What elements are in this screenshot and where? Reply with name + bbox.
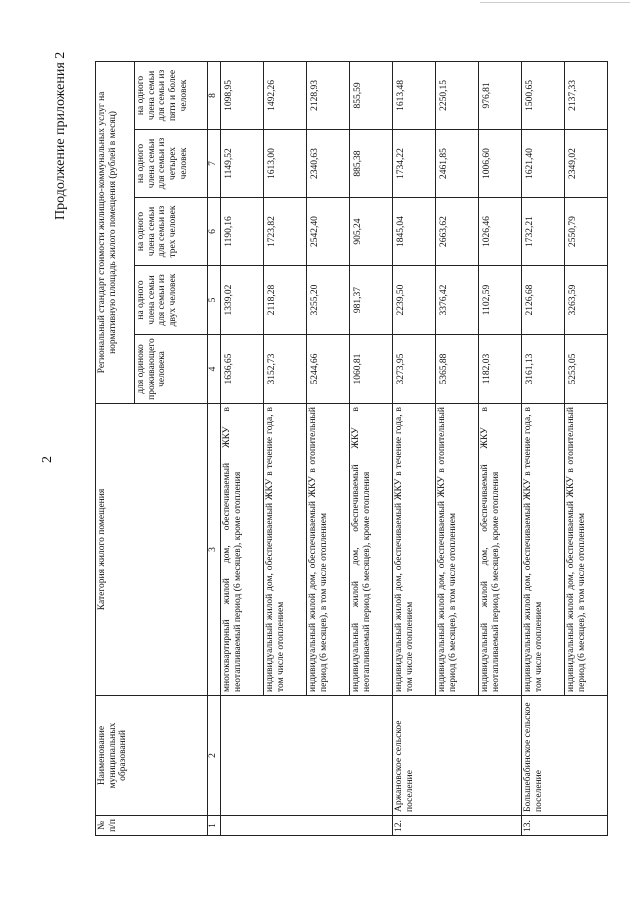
value-cell: 3376,42 [436,266,479,335]
value-cell: 2542,40 [307,198,350,266]
value-cell: 5365,88 [436,335,479,404]
value-cell: 3161,13 [522,335,565,404]
value-cell: 1026,46 [479,198,522,266]
category-cell: индивидуальный жилой дом, обеспечиваемый ЖКУ в отопительный период (6 месяцев), в том числе отоплением [565,404,608,696]
housing-standard-table [95,61,608,836]
value-cell: 1149,52 [221,130,264,198]
value-cell: 2349,02 [565,130,608,198]
value-cell: 1613,00 [264,130,307,198]
value-cell: 5244,66 [307,335,350,404]
index-cell: 8 [208,61,221,129]
value-cell: 2550,79 [565,198,608,266]
category-cell: индивидуальный жилой дом, обеспечиваемый ЖКУ в неотапливаемый период (6 месяцев), кроме отопления [479,404,522,696]
index-cell: 2 [208,696,221,816]
table-row [522,61,565,835]
value-cell: 1006,60 [479,130,522,198]
value-cell: 3273,95 [393,335,436,404]
municipality-name: Большебабинское сельское поселение [522,696,608,816]
value-cell: 5253,05 [565,335,608,404]
value-cell: 1182,03 [479,335,522,404]
value-cell: 3152,73 [264,335,307,404]
category-cell: индивидуальный жилой дом, обеспечиваемый ЖКУ в течение года, в том числе отоплением [522,404,565,696]
value-cell: 905,24 [350,198,393,266]
value-cell: 976,81 [479,61,522,129]
value-cell: 885,38 [350,130,393,198]
value-cell: 2118,28 [264,266,307,335]
index-cell: 5 [208,266,221,335]
header-row-1 [96,61,135,835]
municipality-name [221,696,393,816]
row-number [221,816,393,836]
header-col-family-2: на одного члена семьи для семьи из двух человек [135,266,208,335]
value-cell: 855,59 [350,61,393,129]
value-cell: 3263,59 [565,266,608,335]
value-cell: 2137,33 [565,61,608,129]
header-col-family-5: на одного члена семьи для семьи из пяти и более человек [135,61,208,129]
value-cell: 1732,21 [522,198,565,266]
value-cell: 1339,02 [221,266,264,335]
index-row [208,61,221,835]
value-cell: 1723,82 [264,198,307,266]
value-cell: 1845,04 [393,198,436,266]
row-number: 13. [522,816,608,836]
value-cell: 1102,59 [479,266,522,335]
value-cell: 2128,93 [307,61,350,129]
table-row [221,61,264,835]
table-row [393,61,436,835]
category-cell: индивидуальный жилой дом, обеспечиваемый ЖКУ в течение года, в том числе отоплением [393,404,436,696]
category-cell: индивидуальный жилой дом, обеспечиваемый ЖКУ в отопительный период (6 месяцев), в том числе отоплением [436,404,479,696]
value-cell: 2340,63 [307,130,350,198]
header-standard-group: Региональный стандарт стоимости жилищно-коммунальных услуг на нормативную площадь жилого помещения (рублей в месяц) [96,61,135,403]
appendix-title: Продолжение приложения 2 [53,51,68,220]
value-cell: 1500,65 [522,61,565,129]
value-cell: 2250,15 [436,61,479,129]
index-cell: 3 [208,404,221,696]
index-cell: 4 [208,335,221,404]
value-cell: 2461,85 [436,130,479,198]
row-number: 12. [393,816,522,836]
header-col-family-4: на одного члена семьи для семьи из четырех человек [135,130,208,198]
value-cell: 1621,40 [522,130,565,198]
category-cell: индивидуальный жилой дом, обеспечиваемый ЖКУ в течение года, в том числе отоплением [264,404,307,696]
category-cell: индивидуальный жилой дом, обеспечиваемый ЖКУ в неотапливаемый период (6 месяцев), кроме отопления [350,404,393,696]
header-no: № п/п [96,816,208,836]
value-cell: 1190,16 [221,198,264,266]
index-cell: 1 [208,816,221,836]
value-cell: 1636,65 [221,335,264,404]
header-category: Категория жилого помещения [96,404,208,696]
index-cell: 6 [208,198,221,266]
header-municipality: Наименование муниципальных образований [96,696,208,816]
header-col-single: для одиноко проживающего человека [135,335,208,404]
value-cell: 1734,22 [393,130,436,198]
index-cell: 7 [208,130,221,198]
value-cell: 981,37 [350,266,393,335]
page-number: 2 [40,456,55,463]
rotated-table-container [95,62,605,836]
category-cell: индивидуальный жилой дом, обеспечиваемый ЖКУ в отопительный период (6 месяцев), в том числе отоплением [307,404,350,696]
value-cell: 1098,95 [221,61,264,129]
header-col-family-3: на одного члена семьи для семьи из трех человек [135,198,208,266]
value-cell: 1613,48 [393,61,436,129]
municipality-name: Аржановское сельское поселение [393,696,522,816]
value-cell: 2126,68 [522,266,565,335]
value-cell: 2239,50 [393,266,436,335]
category-cell: многоквартирный жилой дом, обеспечиваемый ЖКУ в неотапливаемый период (6 месяцев), кроме отопления [221,404,264,696]
scan-edge-line [480,2,630,3]
value-cell: 3255,20 [307,266,350,335]
value-cell: 2663,62 [436,198,479,266]
value-cell: 1492,26 [264,61,307,129]
value-cell: 1060,81 [350,335,393,404]
